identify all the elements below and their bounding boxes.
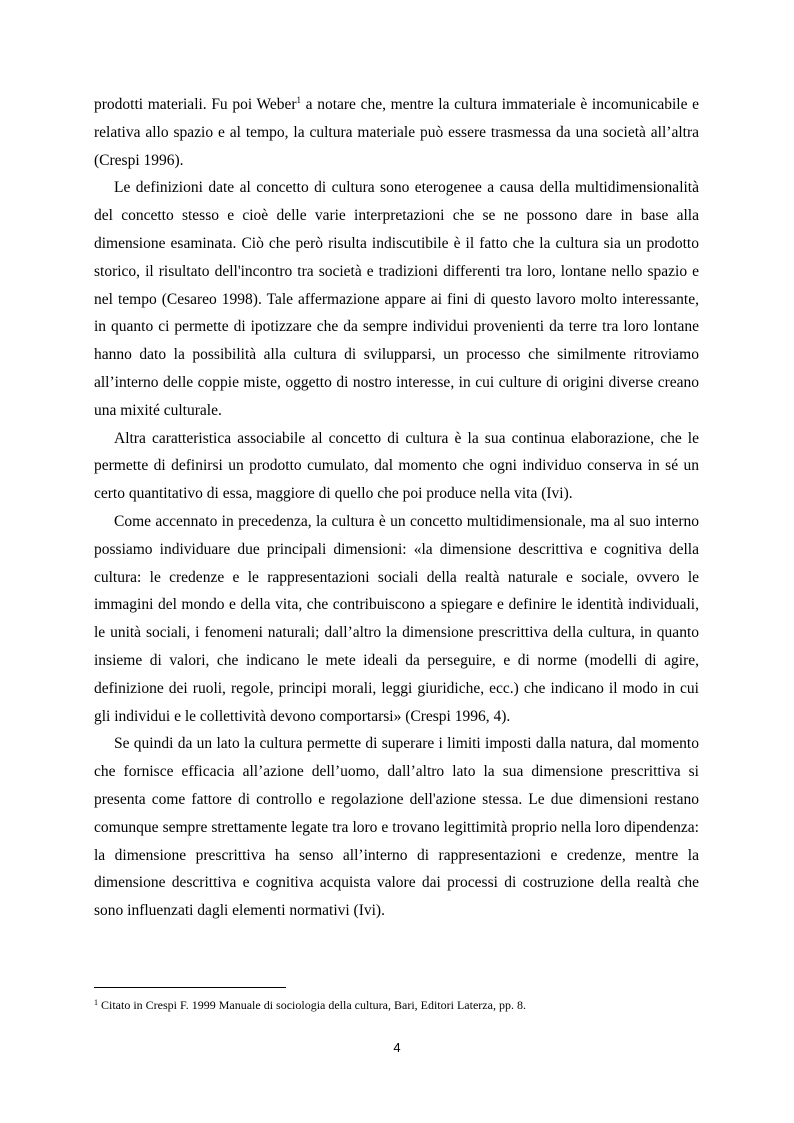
body-text	[94, 91, 699, 925]
footnote	[94, 997, 699, 1013]
page-number: 4	[393, 1040, 401, 1055]
paragraph-3: Altra caratteristica associabile al concetto di cultura è la sua continua elaborazione, che le permette di definirsi un prodotto cumulato, dal momento che ogni individuo conserva in sé un certo quantitativo di essa, maggiore di quello che poi produce nella vita (Ivi).	[94, 429, 699, 503]
footnote-separator	[94, 987, 286, 988]
footnote-reference: 1	[296, 95, 302, 105]
paragraph-1-text-end: a notare che, mentre la cultura immateriale è incomunicabile e relativa allo spazio e al tempo, la cultura materiale può essere trasmessa da una società all’altra (Crespi 1996).	[94, 96, 699, 169]
paragraph-2: Le definizioni date al concetto di cultura sono eterogenee a causa della multidimensionalità del concetto stesso e cioè delle varie interpretazioni che se ne possono dare in base alla dimensione esaminata. Ciò che però risulta indiscutibile è il fatto che la cultura sia un prodotto storico, il risultato dell'incontro tra società e tradizioni differenti tra loro, lontane nello spazio e nel tempo (Cesareo 1998). Tale affermazione appare ai fini di questo lavoro molto interessante, in quanto ci permette di ipotizzare che da sempre individui provenienti da terre tra loro lontane hanno dato la possibilità alla cultura di svilupparsi, un processo che similmente ritroviamo all’interno delle coppie miste, oggetto di nostro interesse, in cui culture di origini diverse creano una mixité culturale.	[94, 179, 699, 419]
paragraph-1	[94, 91, 699, 174]
footnote-number: 1	[94, 998, 98, 1007]
paragraph-4: Come accennato in precedenza, la cultura è un concetto multidimensionale, ma al suo interno possiamo individuare due principali dimensioni: «la dimensione descrittiva e cognitiva della cultura: le credenze e le rappresentazioni sociali della realtà naturale e sociale, ovvero le immagini del mondo e della vita, che contribuiscono a spiegare e definire le identità individuali, le unità sociali, i fenomeni naturali; dall’altro la dimensione prescrittiva della cultura, in quanto insieme di valori, che indicano le mete ideali da perseguire, e di norme (modelli di agire, definizione dei ruoli, regole, principi morali, leggi giuridiche, ecc.) che indicano il modo in cui gli individui e le collettività devono comportarsi» (Crespi 1996, 4).	[94, 512, 699, 725]
footnote-text: Citato in Crespi F. 1999 Manuale di sociologia della cultura, Bari, Editori Laterza, pp. 8.	[98, 998, 526, 1012]
paragraph-5: Se quindi da un lato la cultura permette di superare i limiti imposti dalla natura, dal momento che fornisce efficacia all’azione dell’uomo, dall’altro lato la sua dimensione prescrittiva si presenta come fattore di controllo e regolazione dell'azione stessa. Le due dimensioni restano comunque sempre strettamente legate tra loro e trovano legittimità proprio nella loro dipendenza: la dimensione prescrittiva ha senso all’interno di rappresentazioni e credenze, mentre la dimensione descrittiva e cognitiva acquista valore dai processi di costruzione della realtà che sono influenzati dagli elementi normativi (Ivi).	[94, 735, 699, 920]
paragraph-1-text-start: prodotti materiali. Fu poi Weber	[94, 96, 297, 113]
